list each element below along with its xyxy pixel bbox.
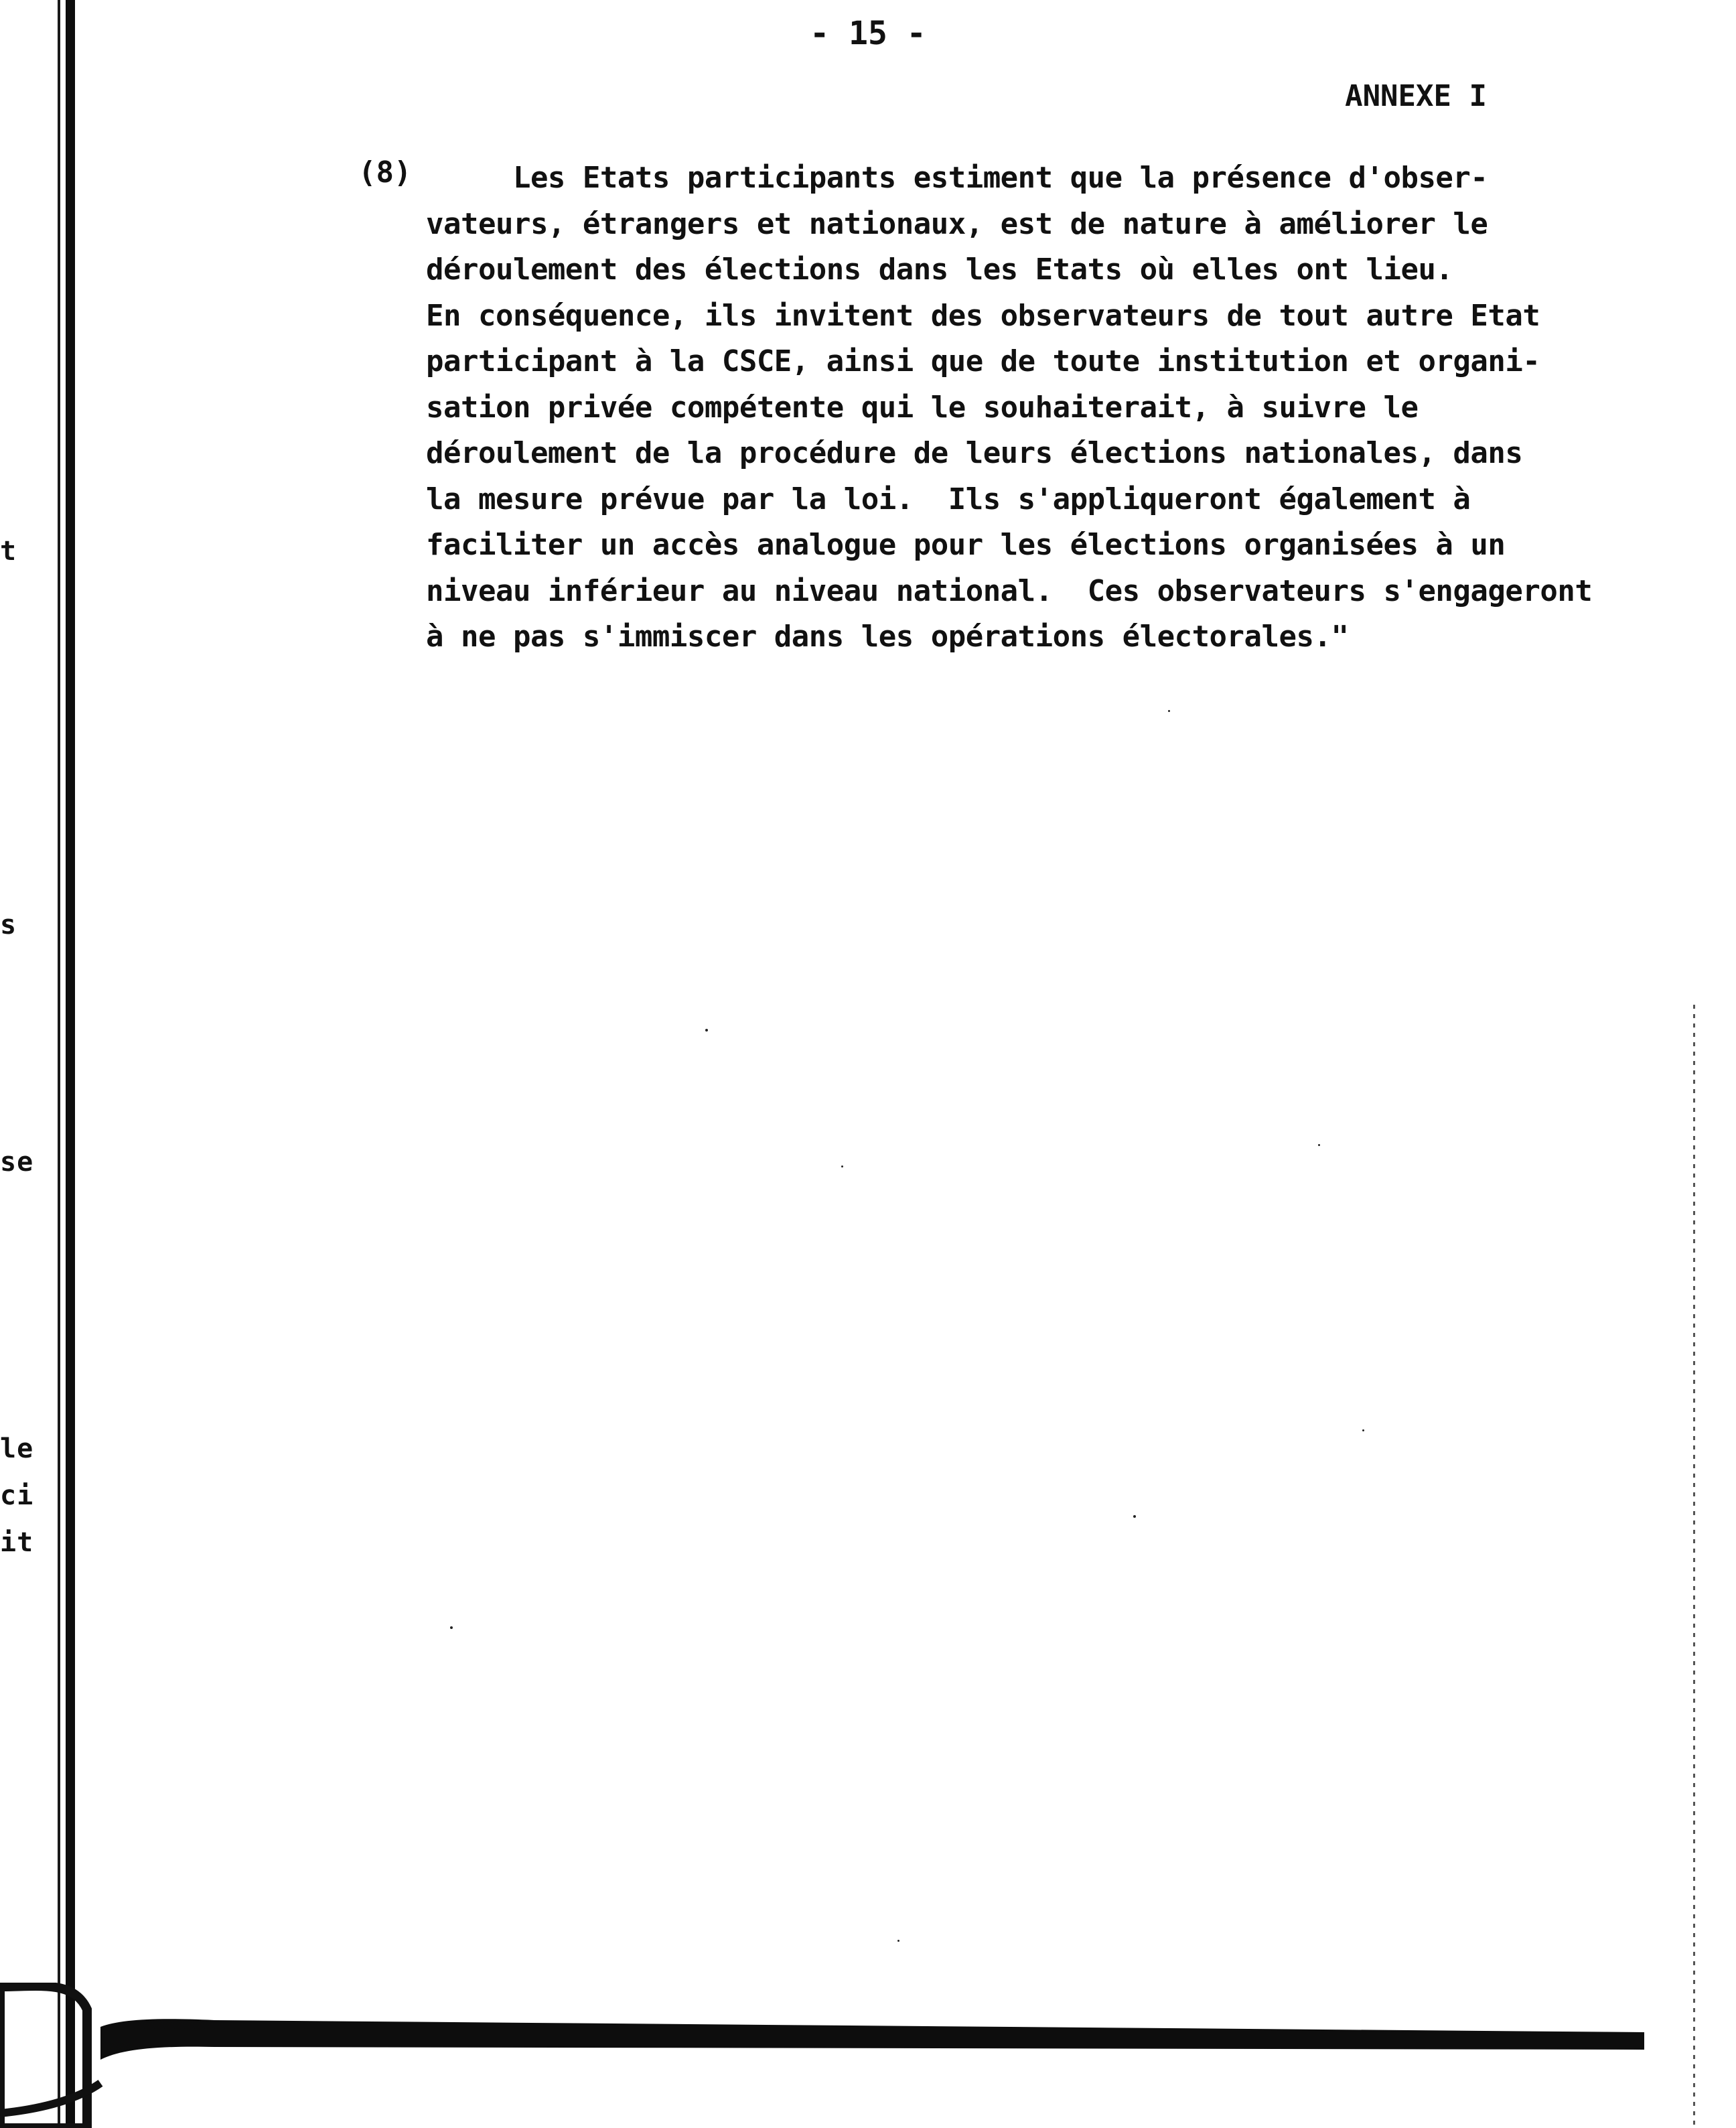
scan-speck	[705, 1029, 708, 1032]
paragraph-line: la mesure prévue par la loi. Ils s'appliqueront également à	[426, 482, 1471, 516]
binding-edge	[66, 0, 75, 2128]
page-number: - 15 -	[810, 15, 926, 52]
paragraph-line: En conséquence, ils invitent des observateurs de tout autre Etat	[426, 298, 1540, 333]
paragraph-line: vateurs, étrangers et nationaux, est de nature à améliorer le	[426, 206, 1488, 241]
paragraph-body	[426, 155, 1593, 660]
scan-speck	[1168, 710, 1170, 712]
margin-fragment: s	[0, 910, 17, 940]
paragraph-line: déroulement des élections dans les Etats où elles ont lieu.	[426, 253, 1453, 287]
scan-speck	[897, 1940, 899, 1942]
right-scan-edge	[1693, 1005, 1695, 2128]
paragraph-line: participant à la CSCE, ainsi que de toute institution et organi-	[426, 344, 1540, 378]
scan-speck	[450, 1626, 453, 1629]
paragraph-line: déroulement de la procédure de leurs élections nationales, dans	[426, 436, 1523, 470]
margin-fragment: t	[0, 536, 17, 567]
scan-speck	[1362, 1429, 1364, 1431]
scan-speck	[1318, 1144, 1320, 1146]
margin-fragment: le	[0, 1433, 34, 1464]
margin-fragment: ci	[0, 1480, 34, 1511]
annex-label: ANNEXE I	[1345, 79, 1487, 113]
margin-fragment: se	[0, 1147, 34, 1178]
paragraph-line: niveau inférieur au niveau national. Ces observateurs s'engageront	[426, 573, 1593, 608]
paragraph-number: (8)	[358, 155, 412, 190]
paragraph-line: Les Etats participants estiment que la présence d'obser-	[426, 161, 1488, 195]
paragraph-line: faciliter un accès analogue pour les élections organisées à un	[426, 528, 1506, 562]
margin-fragment: it	[0, 1527, 34, 1558]
scan-speck	[841, 1165, 843, 1167]
paragraph-line: à ne pas s'immiscer dans les opérations électorales."	[426, 620, 1349, 654]
page-curl-bottom	[0, 1983, 1736, 2128]
binding-edge-thin	[58, 0, 60, 2128]
paragraph-line: sation privée compétente qui le souhaiterait, à suivre le	[426, 390, 1419, 425]
scan-speck	[1133, 1515, 1136, 1518]
